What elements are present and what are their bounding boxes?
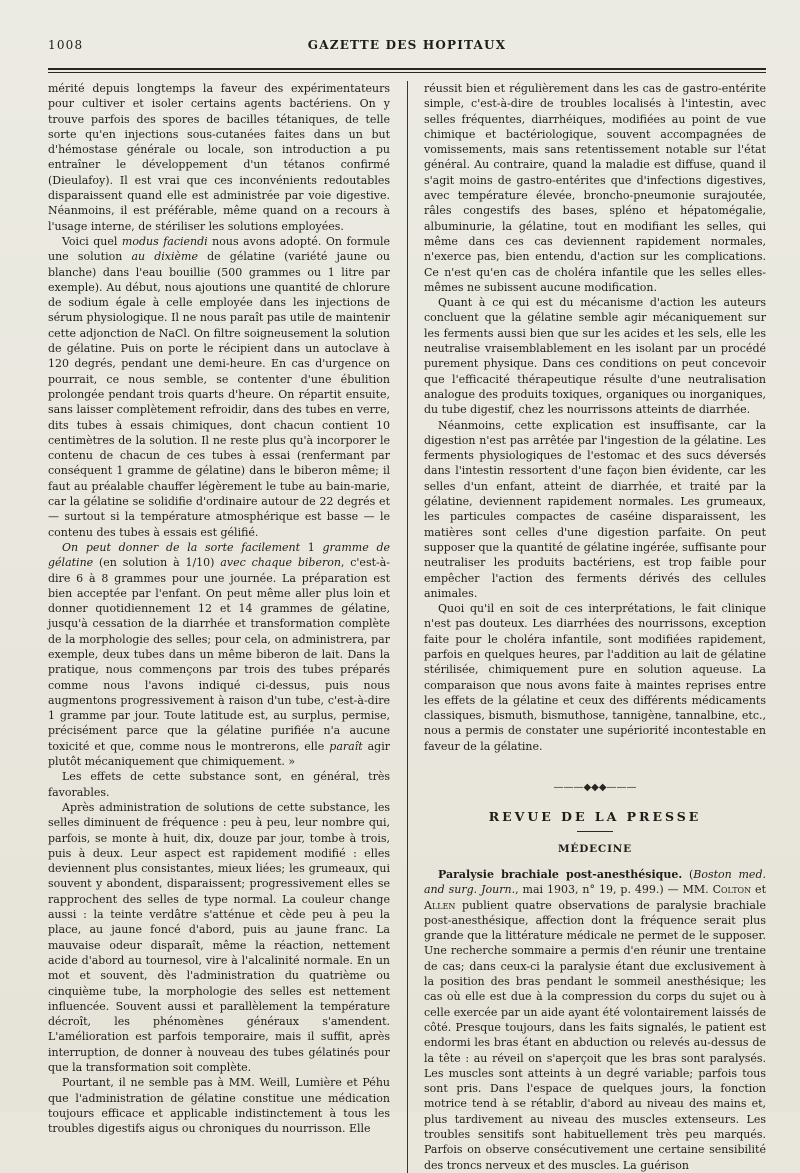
- left-paragraph-6: Pourtant, il ne semble pas à MM. Weill, Lumière et Péhu que l'administration de gélatine constitue une médication toujours efficace et applicable indistinctement à tous les troubles digestifs aigus ou chroniques du nourrisson. Elle: [48, 1076, 390, 1136]
- section-title: REVUE DE LA PRESSE: [488, 809, 702, 825]
- journal-title: GAZETTE DES HOPITAUX: [307, 38, 507, 52]
- article-paragraph: [424, 867, 766, 1173]
- subsection-heading: MÉDECINE: [557, 842, 632, 855]
- right-column: [424, 81, 766, 1173]
- text-run: , mai 1903, n° 19, p. 499.) — MM.: [515, 883, 713, 897]
- text-run: nous avons adopté. On formule une solution: [48, 234, 390, 264]
- right-paragraph-2: Quant à ce qui est du mécanisme d'action les auteurs concluent que la gélatine semble agir mécaniquement sur les ferments aussi bien que sur les acides et les sels, elle les neutralise vraisemblablement en les isolant par un procédé purement physique. Dans ces conditions on peut concevoir que l'efficacité thérapeutique résulte d'une neutralisation analogue des produits toxiques, organiques ou inorganiques, du tube digestif, chez les nourrissons atteints de diarrhée.: [424, 296, 766, 417]
- two-column-body: [48, 81, 766, 1173]
- page-number: 1008: [48, 38, 84, 52]
- section-title-rule: [577, 831, 613, 832]
- text-run: de gélatine (variété jaune ou blanche) dans l'eau bouillie (500 grammes ou 1 litre par exemple). Au début, nous ajoutions une quantité de chlorure de sodium égale à celle employée dans les injections de sérum physiologique. Il ne nous paraît pas utile de maintenir cette adjonction de NaCl. On filtre soigneusement la solution de gélatine. Puis on porte le récipient dans un autoclave à 120 degrés, pendant une demi-heure. En cas d'urgence on pourrait, ce nous semble, se contenter d'une ébulition prolongée pendant trois quarts d'heure. On répartit ensuite, sans laisser complètement refroidir, dans des tubes en verre, dits tubes à essais chimiques, dont chacun contient 10 centimètres de la solution. Il ne reste plus qu'à incorporer le contenu de chacun de ces tubes à essai (renfermant par conséquent 1 gramme de gélatine) dans le biberon même; il faut au préalable chauffer légèrement le tube au bain-marie, car la gélatine se solidifie d'ordinaire autour de 22 degrés et — surtout si la température atmosphérique est basse — le contenu des tubes à essais est gélifié.: [48, 250, 390, 539]
- author-name: Colton: [712, 883, 752, 897]
- left-paragraph-3: [48, 540, 390, 769]
- left-column: [48, 81, 390, 1173]
- right-paragraph-3: Néanmoins, cette explication est insuffisante, car la digestion n'est pas arrêtée par l'ingestion de la gélatine. Les ferments physiologiques de l'estomac et des sucs déversés dans l'intestin ressortent d'une façon bien évidente, car les selles d'un enfant, atteint de diarrhée, et traité par la gélatine, deviennent rapidement normales. Les grumeaux, les particules compactes de caséine disparaissent, les matières sont celles d'une digestion parfaite. On peut supposer que la quantité de gélatine ingérée, suffisante pour neutraliser les produits bactériens, est trop faible pour empêcher l'action des ferments dérivés des cellules animales.: [424, 418, 766, 600]
- italic-run: paraît: [329, 739, 363, 753]
- text-run: , c'est-à-dire 6 à 8 grammes pour une journée. La préparation est bien acceptée par l'enfant. On peut même aller plus loin et donner quotidiennement 12 et 14 grammes de gélatine, jusqu'à cessation de la diarrhée et transformation complète de la morphologie des selles; pour cela, on administrera, par exemple, deux tubes dans un même biberon de lait. Dans la pratique, nous commençons par trois des tubes préparés comme nous l'avons indiqué ci-dessus, puis nous augmentons progressivement à raison d'un tube, c'est-à-dire 1 gramme par jour. Toute latitude est, au surplus, permise, précisément parce que la gélatine purifiée n'a aucune toxicité et que, comme nous le montrerons, elle: [48, 556, 391, 753]
- header-rule-thin: [48, 72, 766, 73]
- text-run: 1: [300, 540, 323, 554]
- column-divider: [407, 81, 408, 1173]
- italic-run: avec chaque biberon: [220, 556, 341, 570]
- left-paragraph-2: [48, 234, 390, 540]
- author-name: Allen: [424, 898, 456, 912]
- left-paragraph-1: mérité depuis longtemps la faveur des expérimentateurs pour cultiver et isoler certains agents bactériens. On y trouve parfois des spores de bacilles tétaniques, de telle sorte qu'en injections sous-cutanées faites dans un but d'hémostase générale ou locale, son introduction a pu entraîner le développement d'un tétanos confirmé (Dieulafoy). Il est vrai que ces inconvénients redoutables disparaissent quand elle est administrée par voie digestive. Néanmoins, il est préférable, même quand on a recours à l'usage interne, de stériliser les solutions employées.: [48, 82, 390, 233]
- italic-run: au dixième: [131, 250, 198, 264]
- text-run: (en solution à 1/10): [93, 556, 221, 570]
- section-ornament: ———◆◆◆———: [553, 782, 637, 794]
- left-paragraph-4: Les effets de cette substance sont, en général, très favorables.: [48, 770, 390, 799]
- left-paragraph-5: Après administration de solutions de cette substance, les selles diminuent de fréquence : peu à peu, leur nombre qui, parfois, se monte à huit, dix, douze par jour, tombe à trois, puis à deux. Leur aspect est rapidement modifié : elles deviennent plus consistantes, mieux liées; les grumeaux, qui souvent y abondent, disparaissent; progressivement elles se rapprochent des selles de type normal. La couleur change aussi : la teinte verdâtre s'atténue et cède peu à peu la place, au jaune foncé d'abord, puis au jaune franc. La mauvaise odeur disparaît, même la réaction, nettement acide d'abord au tournesol, vire à l'alcalinité normale. En un mot et souvent, dès l'administration du quatrième ou cinquième tube, la morphologie des selles est nettement influencée. Souvent aussi et parallèlement la température décroît, les phénomènes généraux s'amendent. L'amélioration est parfois temporaire, mais il suffit, après interruption, de donner à nouveau des tubes gélatinés pour que la transformation soit complète.: [48, 800, 390, 1074]
- right-paragraph-1: réussit bien et régulièrement dans les cas de gastro-entérite simple, c'est-à-dire de troubles localisés à l'intestin, avec selles fréquentes, diarrhéiques, modifiées au point de vue chimique et bactériologique, souvent accompagnées de vomissements, mais sans retentissement notable sur l'état général. Au contraire, quand la maladie est diffuse, quand il s'agit moins de gastro-entérites que d'infections digestives, avec température élevée, broncho-pneumonie surajoutée, râles congestifs des bases, spléno et hépatomégalie, albuminurie, la gélatine, tout en modifiant les selles, qui même dans ces cas deviennent rapidement normales, n'exerce pas, bien entendu, d'action sur les complications. Ce n'est qu'en cas de choléra infantile que les selles elles-mêmes ne subissent aucune modification.: [424, 82, 766, 294]
- text-run: et: [751, 883, 766, 897]
- article-title: Paralysie brachiale post-anesthésique.: [438, 867, 683, 881]
- italic-run: modus faciendi: [121, 234, 208, 248]
- text-run: (: [682, 867, 694, 881]
- right-paragraph-4: Quoi qu'il en soit de ces interprétations, le fait clinique n'est pas douteux. Les diarrhées des nourrissons, exception faite pour le choléra infantile, sont modifiées rapidement, parfois en quelques heures, par l'addition au lait de gélatine stérilisée, chimiquement pure en solution aqueuse. La comparaison que nous avons faite à maintes reprises entre les effets de la gélatine et ceux des différents médicaments classiques, bismuth, bismuthose, tannigène, tannalbine, etc., nous a permis de constater une supériorité incontestable en faveur de la gélatine.: [424, 602, 766, 753]
- text-run: Voici quel: [62, 234, 122, 248]
- italic-run: gramme de gélatine: [48, 540, 390, 570]
- article-body: publient quatre observations de paralysie brachiale post-anesthésique, affection dont la fréquence serait plus grande que la littérature médicale ne permet de le supposer. Une recherche sommaire a permis d'en réunir une trentaine de cas; dans ceux-ci la paralysie étant due exclusivement à la position des bras pendant le sommeil anesthésique; les cas où elle est due à la compression du corps du sujet ou à celle exercée par un aide ayant été volontairement laissés de côté. Presque toujours, dans les faits signalés, le patient est endormi les bras étant en abduction ou relevés au-dessus de la tête : au réveil on s'aperçoit que les bras sont paralysés. Les muscles sont atteints à un degré variable; parfois tous sont pris. Dans l'espace de quelques jours, la fonction motrice tend à se rétablir, d'abord au niveau des mains et, plus tardivement au niveau des muscles extenseurs. Les troubles sensitifs sont habituellement très peu marqués. Parfois on observe consécutivement une certaine sensibilité des troncs nerveux et des muscles. La guérison: [424, 898, 766, 1172]
- italic-run: On peut donner de la sorte facilement: [62, 540, 301, 554]
- header-rule-thick: [48, 68, 766, 70]
- running-header: [48, 38, 766, 60]
- citation-journal: Boston med. and surg. Journ.: [424, 867, 766, 897]
- text-run: agir plutôt mécaniquement que chimiquement. »: [48, 739, 390, 769]
